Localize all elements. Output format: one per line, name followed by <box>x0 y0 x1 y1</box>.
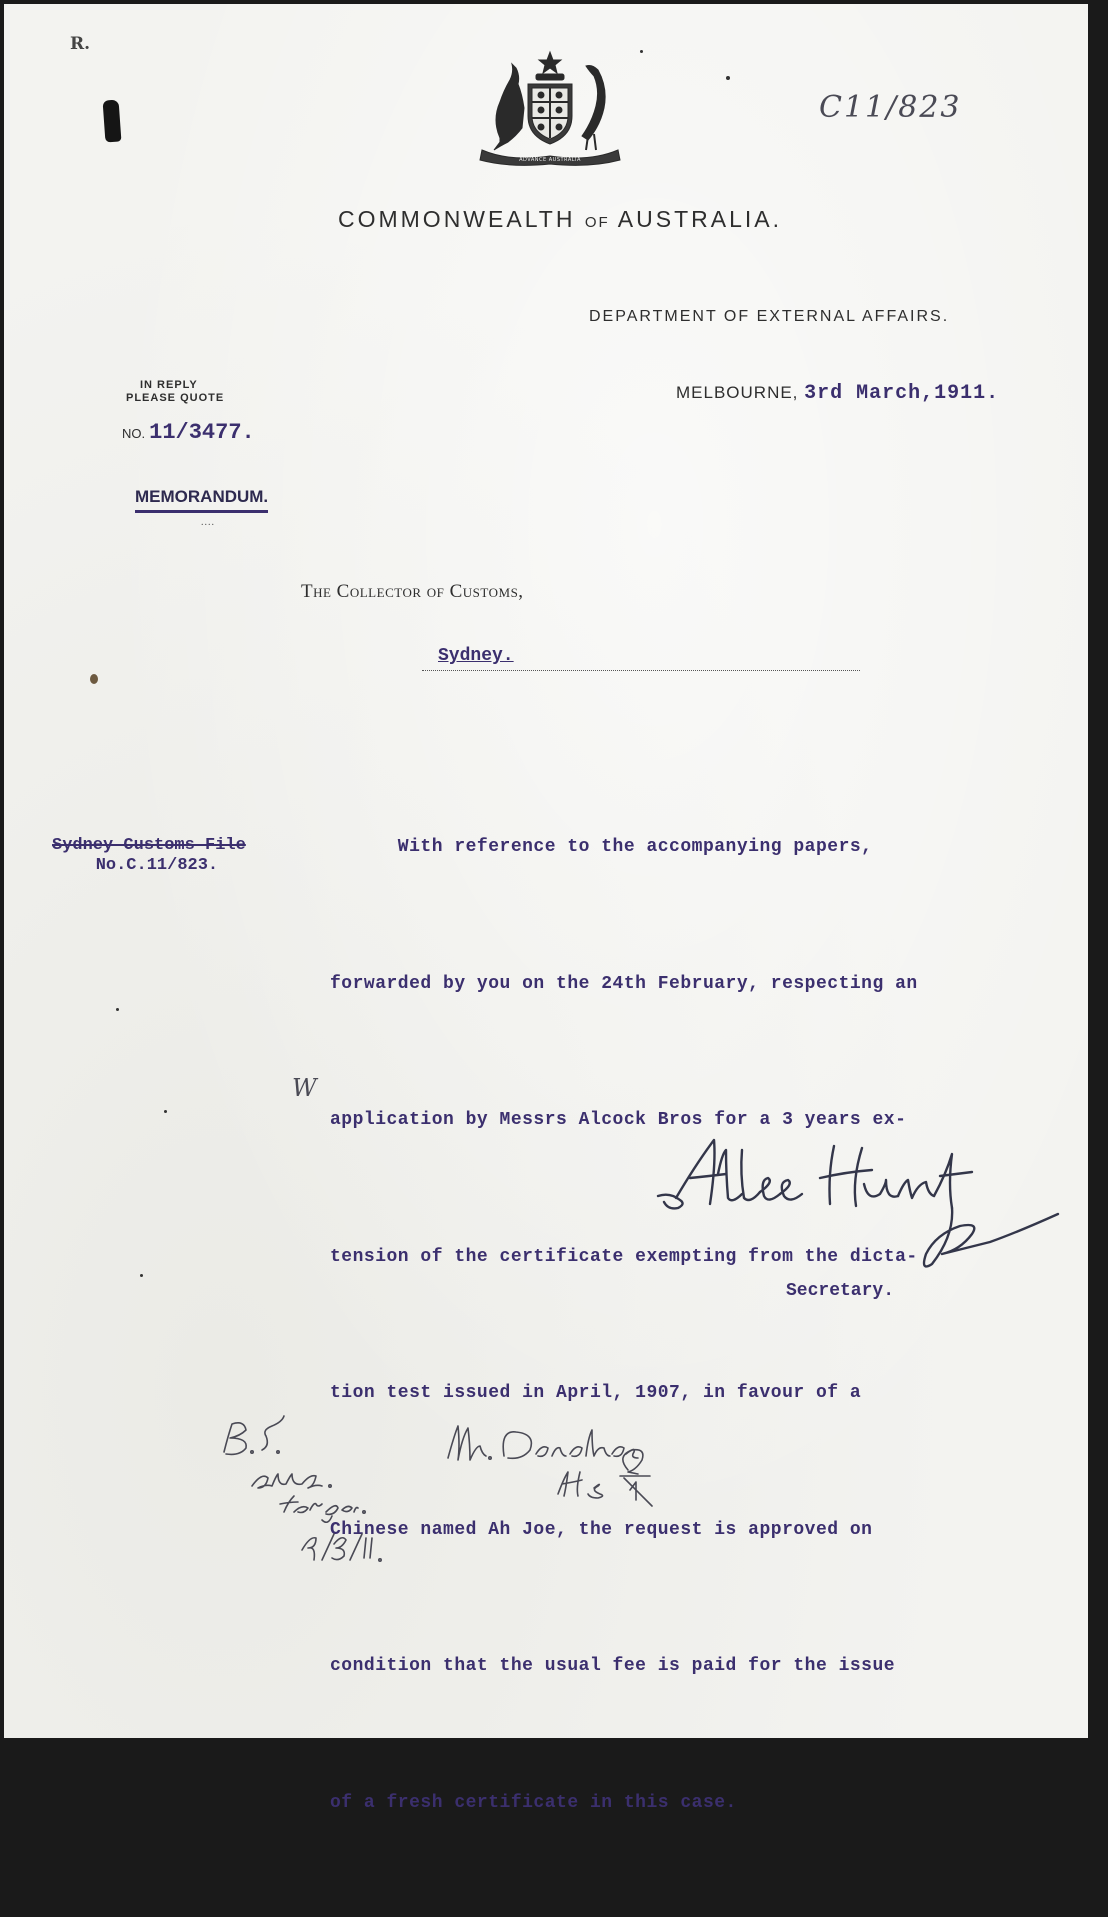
body-line: condition that the usual fee is paid for the issue <box>330 1656 896 1676</box>
title-word-1: COMMONWEALTH <box>337 206 576 232</box>
city-date-line <box>676 382 999 405</box>
document-page <box>4 4 1088 1813</box>
coat-of-arms-icon <box>470 50 630 168</box>
body-line: tension of the certificate exempting from the dicta- <box>330 1246 918 1267</box>
body-line: of a fresh certificate in this case. <box>330 1792 737 1813</box>
memo-body <box>330 734 1050 1917</box>
reply-note <box>126 379 225 405</box>
margin-initials: W <box>292 1074 317 1102</box>
addressee: The Collector of Customs, <box>301 581 524 602</box>
speck <box>116 1008 119 1011</box>
margin-ref-line-1: Sydney Customs File <box>52 836 246 855</box>
addressee-city: Sydney. <box>438 646 514 666</box>
body-line: tion test issued in April, 1907, in favour of a <box>330 1383 862 1403</box>
body-line: forwarded by you on the 24th February, respecting an <box>330 973 918 994</box>
body-line: With reference to the accompanying papers, <box>330 837 873 857</box>
crest-motto: ADVANCE AUSTRALIA <box>519 157 581 163</box>
signatory-title: Secretary. <box>786 1281 895 1301</box>
department-name: DEPARTMENT OF EXTERNAL AFFAIRS. <box>589 308 950 325</box>
letterhead-title <box>4 206 1108 233</box>
signature-image <box>656 1134 1066 1274</box>
speck <box>726 76 730 80</box>
margin-ref-line-2: No.C.11/823. <box>95 856 219 875</box>
city-name: MELBOURNE, <box>676 383 799 402</box>
reply-line-2: PLEASE QUOTE <box>126 392 225 404</box>
reply-line-1: IN REPLY <box>140 379 198 391</box>
body-line: Chinese named Ah Joe, the request is approved on <box>330 1519 873 1540</box>
addressee-city-line <box>422 644 860 671</box>
speck <box>164 1110 167 1113</box>
speck <box>640 50 643 53</box>
title-word-2: AUSTRALIA. <box>617 206 783 232</box>
body-line: application by Messrs Alcock Bros for a 3 years ex- <box>330 1110 907 1130</box>
corner-mark: R. <box>70 34 91 54</box>
reference-value: 11/3477. <box>149 420 255 445</box>
ink-blot <box>103 99 122 142</box>
stain-mark <box>90 674 98 684</box>
memo-underline-dots: .... <box>201 517 215 528</box>
speck <box>140 1274 143 1277</box>
pencil-annotations <box>218 1416 758 1576</box>
letter-date: 3rd March,1911. <box>804 382 1000 405</box>
file-reference: C11/823 <box>819 90 962 125</box>
memo-heading: MEMORANDUM. <box>135 487 268 513</box>
reference-number <box>122 420 255 445</box>
margin-file-reference <box>52 836 246 876</box>
title-of: OF <box>584 214 610 231</box>
reference-label: NO. <box>122 426 146 441</box>
